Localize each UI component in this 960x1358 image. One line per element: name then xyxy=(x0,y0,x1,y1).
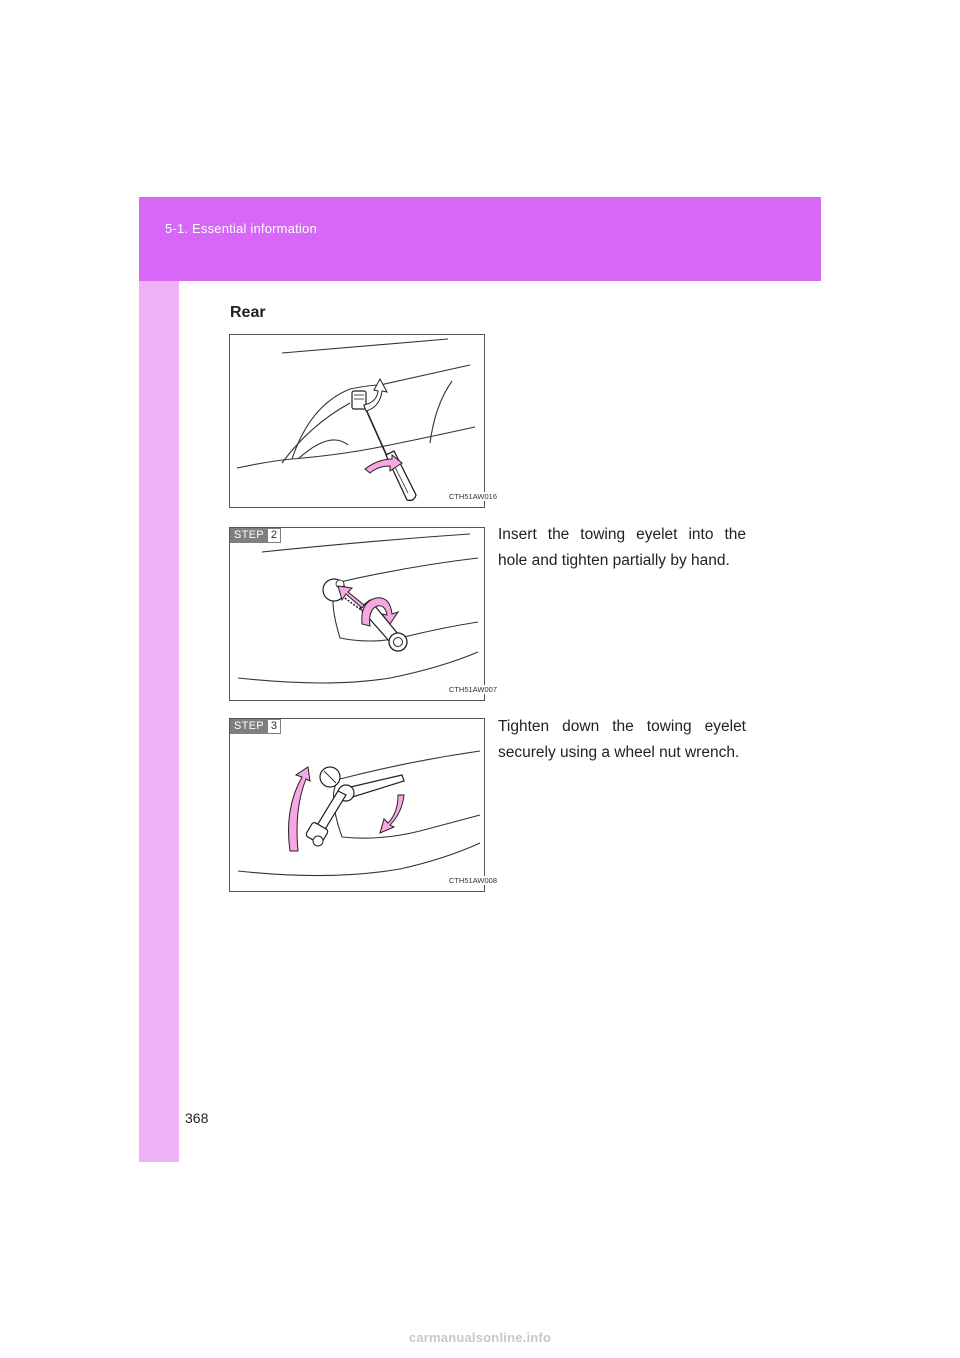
step-number: 3 xyxy=(268,719,281,734)
side-tab xyxy=(139,197,179,1162)
section-title: 5-1. Essential information xyxy=(165,221,317,236)
step-label: STEP xyxy=(230,719,268,734)
figure-tighten-eyelet xyxy=(229,718,497,892)
subheading-rear: Rear xyxy=(230,304,266,321)
figure-code: CTH51AW016 xyxy=(448,492,497,501)
figure-code: CTH51AW008 xyxy=(448,876,497,885)
page-header xyxy=(139,197,821,281)
illustration-eyelet-insert xyxy=(230,528,486,702)
step-badge-2 xyxy=(230,528,281,543)
figure-code: CTH51AW007 xyxy=(448,685,497,694)
figure-remove-cover xyxy=(229,334,497,508)
step-2-text: Insert the towing eyelet into the hole and tighten partially by hand. xyxy=(498,526,746,569)
illustration-screwdriver xyxy=(230,335,486,509)
watermark-text: carmanualsonline.info xyxy=(408,1330,552,1345)
page-number: 368 xyxy=(185,1110,209,1126)
step-badge-3 xyxy=(230,719,281,734)
illustration-wrench xyxy=(230,719,486,893)
step-3-text: Tighten down the towing eyelet securely using a wheel nut wrench. xyxy=(498,718,746,761)
figure-insert-eyelet xyxy=(229,527,497,701)
step-label: STEP xyxy=(230,528,268,543)
step-number: 2 xyxy=(268,528,281,543)
